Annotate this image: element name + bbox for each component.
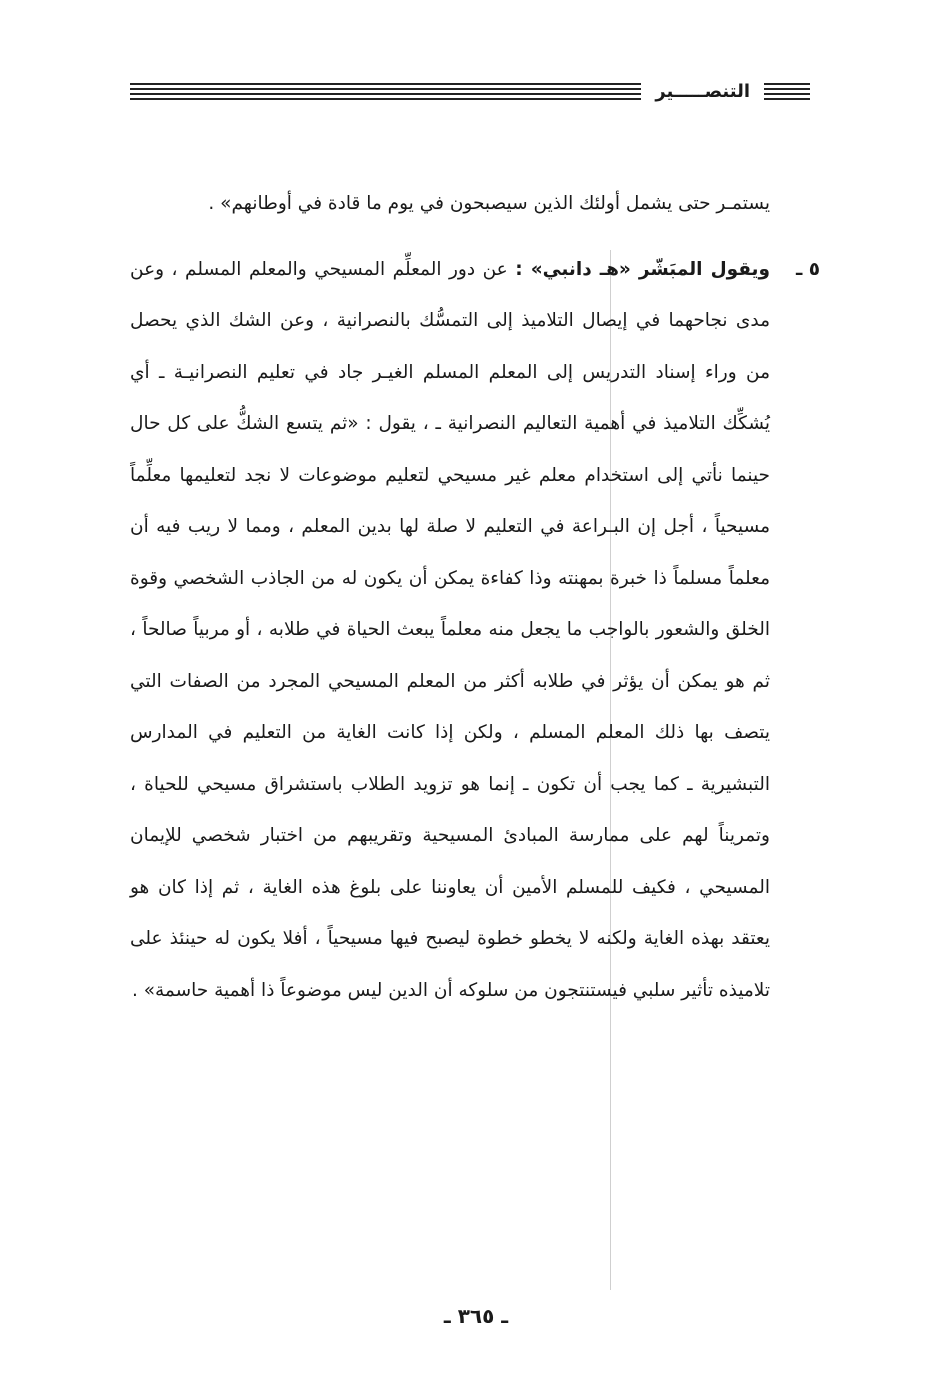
running-header — [130, 78, 810, 104]
page-number: ـ ٣٦٥ ـ — [443, 1304, 509, 1328]
body-text — [130, 178, 820, 1016]
item-number: ٥ ـ — [795, 258, 820, 280]
item-text: عن دور المعلِّم المسيحي والمعلم المسلم ، وعن مدى نجاحهما في إيصال التلاميذ إلى التمسُّك بالنصرانية ، وعن الشك الذي يحصل من وراء إسناد التدريس إلى المعلم المسلم الغيـر جاد في تعليم النصرانيـة ـ أي يُشكِّك التلاميذ في أهمية التعاليم النصرانية ـ ، يقول : «ثم يتسع الشكُّ على كل حال حينما نأتي إلى استخدام معلم غير مسيحي لتعليم موضوعات لا نجد لتعليمها معلِّماً مسيحياً ، أجل إن البـراعة في التعليم لا صلة لها بدين المعلم ، ومما لا ريب فيه أن معلماً مسلماً ذا خبرة بمهنته وذا كفاءة يمكن أن يكون له من الجاذب الشخصي وقوة الخلق والشعور بالواجب ما يجعل منه معلماً يبعث الحياة في طلابه ، أو مربياً صالحاً ، ثم هو يمكن أن يؤثر في طلابه أكثر من المعلم المسيحي المجرد من الصفات التي يتصف بها ذلك المعلم المسلم ، ولكن إذا كانت الغاية من التعليم في المدارس التبشيرية ـ كما يجب أن تكون ـ إنما هو تزويد الطلاب باستشراق مسيحي للحياة ، وتمريناً لهم على ممارسة المبادئ المسيحية وتقريبهم من اختبار شخصي للإيمان المسيحي ، فكيف للمسلم الأمين أن يعاوننا على بلوغ هذه الغاية ، ثم إذا كان هو يعتقد بهذه الغاية ولكنه لا يخطو خطوة ليصبح فيها مسيحياً ، أفلا يكون له حينئذ على تلاميذه تأثير سلبي فيستنتجون من سلوكه أن الدين ليس موضوعاً ذا أهمية حاسمة» . — [130, 258, 770, 1001]
header-rule-left — [130, 83, 641, 100]
header-title: التنصـــــير — [655, 80, 750, 102]
paragraph-continued: يستمـر حتى يشمل أولئك الذين سيصبحون في يوم ما قادة في أوطانهم» . — [208, 193, 770, 214]
paragraph-item-5 — [130, 244, 820, 1017]
item-lead: ويقول المبَشّر «هـ دانبي» : — [515, 258, 770, 280]
header-rule-right — [764, 83, 810, 100]
